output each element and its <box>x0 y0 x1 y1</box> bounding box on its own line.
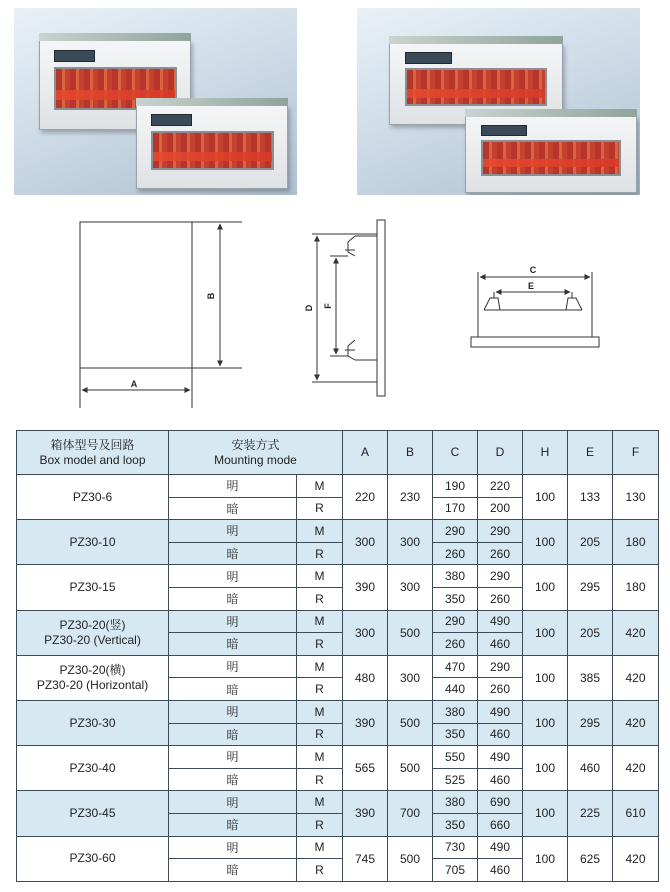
value-e: 460 <box>568 746 613 791</box>
table-row <box>17 700 659 723</box>
value-d-flush: 260 <box>478 587 523 610</box>
value-e: 385 <box>568 655 613 700</box>
table-row <box>17 610 659 633</box>
value-e: 133 <box>568 475 613 520</box>
model-name: PZ30-40 <box>69 760 116 775</box>
mount-code-surface: M <box>297 655 343 678</box>
value-a: 390 <box>343 700 388 745</box>
mount-mode-flush: 暗 <box>169 768 297 791</box>
table-row <box>17 520 659 543</box>
mount-mode-flush: 暗 <box>169 542 297 565</box>
value-c-surface: 550 <box>433 746 478 769</box>
value-h: 100 <box>523 746 568 791</box>
value-d-flush: 260 <box>478 678 523 701</box>
photo-right <box>357 8 640 195</box>
header-col-d: D <box>478 431 523 475</box>
value-c-flush: 705 <box>433 859 478 882</box>
mount-mode-flush: 暗 <box>169 633 297 656</box>
value-c-surface: 290 <box>433 610 478 633</box>
value-d-surface: 220 <box>478 475 523 498</box>
value-c-flush: 260 <box>433 542 478 565</box>
value-c-surface: 380 <box>433 791 478 814</box>
value-c-flush: 350 <box>433 587 478 610</box>
value-d-surface: 490 <box>478 836 523 859</box>
value-e: 295 <box>568 565 613 610</box>
table-row <box>17 791 659 814</box>
mount-mode-flush: 暗 <box>169 678 297 701</box>
header-col-c: C <box>433 431 478 475</box>
mount-mode-surface: 明 <box>169 791 297 814</box>
mount-mode-surface: 明 <box>169 610 297 633</box>
model-cell <box>17 655 169 700</box>
mount-code-flush: R <box>297 587 343 610</box>
value-b: 500 <box>388 610 433 655</box>
value-a: 480 <box>343 655 388 700</box>
mount-mode-surface: 明 <box>169 475 297 498</box>
table-row <box>17 475 659 498</box>
mount-mode-surface: 明 <box>169 746 297 769</box>
mount-mode-flush: 暗 <box>169 497 297 520</box>
value-d-surface: 290 <box>478 520 523 543</box>
table-header-row <box>17 431 659 475</box>
value-b: 500 <box>388 836 433 881</box>
header-model-en: Box model and loop <box>39 452 146 467</box>
value-d-flush: 460 <box>478 768 523 791</box>
value-c-flush: 440 <box>433 678 478 701</box>
value-h: 100 <box>523 836 568 881</box>
value-b: 230 <box>388 475 433 520</box>
mount-code-flush: R <box>297 768 343 791</box>
value-f: 420 <box>613 836 659 881</box>
value-h: 100 <box>523 610 568 655</box>
value-c-surface: 290 <box>433 520 478 543</box>
model-cell <box>17 836 169 881</box>
distribution-box-flush <box>136 105 288 189</box>
value-a: 390 <box>343 791 388 836</box>
model-cell <box>17 610 169 655</box>
table-row <box>17 565 659 588</box>
model-cell <box>17 700 169 745</box>
value-c-flush: 350 <box>433 723 478 746</box>
value-d-flush: 460 <box>478 633 523 656</box>
header-model <box>17 431 169 475</box>
mount-code-surface: M <box>297 836 343 859</box>
header-col-b: B <box>388 431 433 475</box>
spec-table <box>16 430 659 882</box>
mount-code-surface: M <box>297 791 343 814</box>
value-f: 420 <box>613 746 659 791</box>
header-mounting <box>169 431 343 475</box>
value-c-flush: 350 <box>433 813 478 836</box>
value-b: 700 <box>388 791 433 836</box>
value-d-flush: 260 <box>478 542 523 565</box>
table-row <box>17 746 659 769</box>
value-f: 180 <box>613 520 659 565</box>
value-c-surface: 380 <box>433 700 478 723</box>
mount-mode-flush: 暗 <box>169 587 297 610</box>
model-cell <box>17 746 169 791</box>
header-mount-en: Mounting mode <box>214 452 297 467</box>
model-cell <box>17 520 169 565</box>
value-c-surface: 190 <box>433 475 478 498</box>
mount-code-surface: M <box>297 746 343 769</box>
value-e: 625 <box>568 836 613 881</box>
model-cell <box>17 791 169 836</box>
value-a: 300 <box>343 610 388 655</box>
value-b: 300 <box>388 520 433 565</box>
dimension-drawings <box>0 210 670 415</box>
value-e: 295 <box>568 700 613 745</box>
dim-label-f: F <box>323 303 333 309</box>
mount-mode-flush: 暗 <box>169 813 297 836</box>
model-name: PZ30-20(横) <box>59 662 126 677</box>
value-a: 390 <box>343 565 388 610</box>
mount-mode-surface: 明 <box>169 520 297 543</box>
value-d-surface: 490 <box>478 610 523 633</box>
model-name: PZ30-15 <box>69 579 116 594</box>
value-h: 100 <box>523 565 568 610</box>
value-h: 100 <box>523 475 568 520</box>
value-h: 100 <box>523 700 568 745</box>
value-c-surface: 730 <box>433 836 478 859</box>
mount-code-flush: R <box>297 723 343 746</box>
value-d-flush: 200 <box>478 497 523 520</box>
mount-code-surface: M <box>297 565 343 588</box>
value-b: 500 <box>388 746 433 791</box>
mount-mode-surface: 明 <box>169 655 297 678</box>
mount-code-flush: R <box>297 813 343 836</box>
value-a: 745 <box>343 836 388 881</box>
mount-mode-flush: 暗 <box>169 723 297 746</box>
value-c-flush: 525 <box>433 768 478 791</box>
value-d-surface: 690 <box>478 791 523 814</box>
value-d-surface: 490 <box>478 700 523 723</box>
photo-left <box>14 8 297 195</box>
front-view-drawing <box>80 222 242 408</box>
top-view-drawing <box>471 272 599 347</box>
table-row <box>17 655 659 678</box>
value-e: 205 <box>568 520 613 565</box>
mount-code-flush: R <box>297 859 343 882</box>
mount-code-surface: M <box>297 610 343 633</box>
header-model-zh: 箱体型号及回路 <box>50 437 135 452</box>
value-d-surface: 490 <box>478 746 523 769</box>
model-name-en: PZ30-20 (Vertical) <box>44 632 141 647</box>
value-d-flush: 460 <box>478 723 523 746</box>
value-b: 300 <box>388 565 433 610</box>
mount-code-flush: R <box>297 633 343 656</box>
value-d-surface: 290 <box>478 565 523 588</box>
value-e: 205 <box>568 610 613 655</box>
value-f: 420 <box>613 655 659 700</box>
value-h: 100 <box>523 520 568 565</box>
value-h: 100 <box>523 791 568 836</box>
mount-code-flush: R <box>297 678 343 701</box>
mount-code-flush: R <box>297 497 343 520</box>
value-a: 300 <box>343 520 388 565</box>
mount-code-surface: M <box>297 520 343 543</box>
mount-code-surface: M <box>297 475 343 498</box>
value-c-flush: 260 <box>433 633 478 656</box>
header-col-f: F <box>613 431 659 475</box>
value-c-surface: 380 <box>433 565 478 588</box>
value-c-flush: 170 <box>433 497 478 520</box>
value-f: 180 <box>613 565 659 610</box>
model-cell <box>17 475 169 520</box>
mount-code-flush: R <box>297 542 343 565</box>
dim-label-e: E <box>527 281 535 291</box>
model-name: PZ30-10 <box>69 534 116 549</box>
model-name: PZ30-6 <box>72 489 113 504</box>
dim-label-d: D <box>304 304 314 312</box>
header-col-h: H <box>523 431 568 475</box>
mount-mode-flush: 暗 <box>169 859 297 882</box>
dim-label-a: A <box>130 379 138 389</box>
value-a: 565 <box>343 746 388 791</box>
table-row <box>17 836 659 859</box>
value-b: 300 <box>388 655 433 700</box>
model-name: PZ30-30 <box>69 715 116 730</box>
dim-label-c: C <box>529 265 537 275</box>
mount-mode-surface: 明 <box>169 565 297 588</box>
value-d-flush: 460 <box>478 859 523 882</box>
value-f: 420 <box>613 610 659 655</box>
model-cell <box>17 565 169 610</box>
header-mount-zh: 安装方式 <box>231 437 280 452</box>
value-f: 420 <box>613 700 659 745</box>
model-name-en: PZ30-20 (Horizontal) <box>36 677 149 692</box>
mount-mode-surface: 明 <box>169 836 297 859</box>
mount-code-surface: M <box>297 700 343 723</box>
value-b: 500 <box>388 700 433 745</box>
distribution-box-flush <box>465 116 637 193</box>
mount-mode-surface: 明 <box>169 700 297 723</box>
model-name: PZ30-45 <box>69 805 116 820</box>
model-name: PZ30-60 <box>69 851 116 866</box>
value-f: 610 <box>613 791 659 836</box>
value-e: 225 <box>568 791 613 836</box>
value-d-surface: 290 <box>478 655 523 678</box>
value-d-flush: 660 <box>478 813 523 836</box>
header-col-e: E <box>568 431 613 475</box>
dim-label-b: B <box>206 292 216 300</box>
model-name: PZ30-20(竖) <box>59 617 126 632</box>
value-h: 100 <box>523 655 568 700</box>
header-col-a: A <box>343 431 388 475</box>
value-a: 220 <box>343 475 388 520</box>
value-c-surface: 470 <box>433 655 478 678</box>
value-f: 130 <box>613 475 659 520</box>
